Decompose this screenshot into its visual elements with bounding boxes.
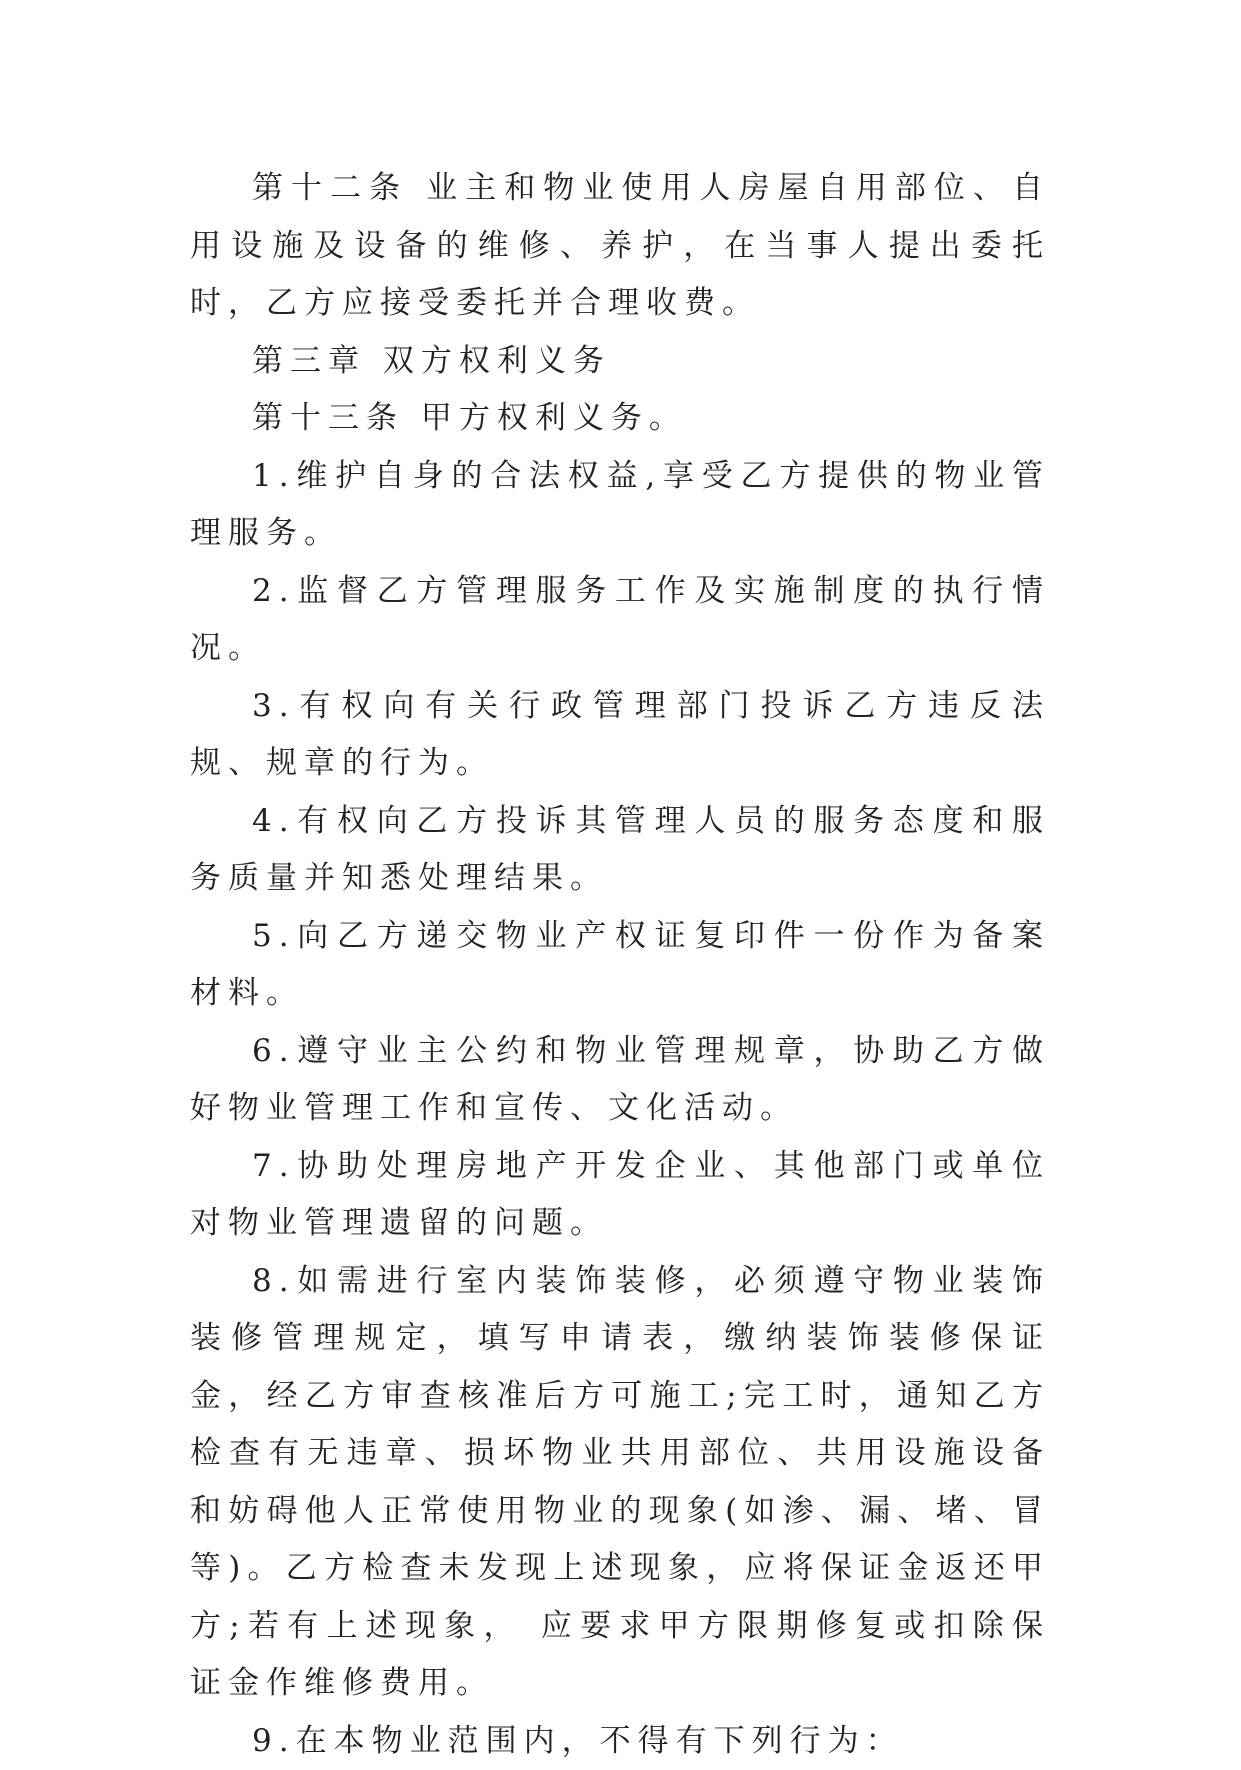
list-item-7: 7.协助处理房地产开发企业、其他部门或单位对物业管理遗留的问题。	[190, 1138, 1050, 1253]
list-item-4: 4.有权向乙方投诉其管理人员的服务态度和服务质量并知悉处理结果。	[190, 793, 1050, 908]
document-body	[190, 160, 1050, 1770]
list-item-1: 1.维护自身的合法权益,享受乙方提供的物业管理服务。	[190, 448, 1050, 563]
list-item-3: 3.有权向有关行政管理部门投诉乙方违反法规、规章的行为。	[190, 678, 1050, 793]
list-item-2: 2.监督乙方管理服务工作及实施制度的执行情况。	[190, 563, 1050, 678]
paragraph-article-12: 第十二条 业主和物业使用人房屋自用部位、自用设施及设备的维修、养护，在当事人提出委托时，乙方应接受委托并合理收费。	[190, 160, 1050, 333]
chapter-3-heading: 第三章 双方权利义务	[190, 333, 1050, 391]
list-item-8: 8.如需进行室内装饰装修，必须遵守物业装饰装修管理规定，填写申请表，缴纳装饰装修保证金，经乙方审查核准后方可施工;完工时，通知乙方检查有无违章、损坏物业共用部位、共用设施设备和妨碍他人正常使用物业的现象(如渗、漏、堵、冒等)。乙方检查未发现上述现象，应将保证金返还甲方;若有上述现象， 应要求甲方限期修复或扣除保证金作维修费用。	[190, 1253, 1050, 1713]
list-item-6: 6.遵守业主公约和物业管理规章，协助乙方做好物业管理工作和宣传、文化活动。	[190, 1023, 1050, 1138]
article-13-heading: 第十三条 甲方权利义务。	[190, 390, 1050, 448]
list-item-9: 9.在本物业范围内，不得有下列行为：	[190, 1713, 1050, 1770]
list-item-5: 5.向乙方递交物业产权证复印件一份作为备案材料。	[190, 908, 1050, 1023]
